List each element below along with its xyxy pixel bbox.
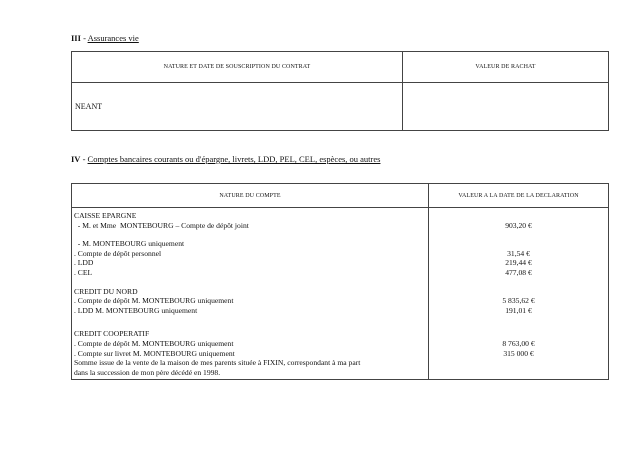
contract-nature-header: NATURE ET DATE DE SOUSCRIPTION DU CONTRAT [72, 52, 403, 83]
value-item: 903,20 € [505, 220, 532, 230]
value-item: 477,08 € [505, 267, 532, 277]
section-4-number: IV [71, 154, 81, 164]
value-item: 191,01 € [505, 305, 532, 315]
account-values-cell [429, 208, 609, 380]
value-item: 31,54 € [507, 248, 530, 258]
table-header-row [72, 52, 609, 83]
surrender-value-header: VALEUR DE RACHAT [403, 52, 609, 83]
value-item: 8 763,00 € [502, 338, 535, 348]
list-item: . LDD M. MONTEBOURG uniquement [74, 305, 198, 315]
neant-cell: NEANT [72, 83, 403, 131]
table-header-row [72, 184, 609, 208]
table-row [72, 83, 609, 131]
table-row [72, 208, 609, 380]
credit-du-nord-heading: CREDIT DU NORD [74, 286, 138, 296]
list-item: . Compte sur livret M. MONTEBOURG uniquement [74, 348, 235, 358]
section-3-separator: - [80, 33, 88, 43]
value-item: 315 000 € [503, 348, 534, 358]
value-item: 219,44 € [505, 258, 532, 268]
section-4-title [71, 154, 380, 164]
list-item: . Compte de dépôt M. MONTEBOURG uniquement [74, 296, 234, 306]
account-nature-header: NATURE DU COMPTE [72, 184, 429, 208]
life-insurance-table [71, 51, 609, 131]
list-item: . CEL [74, 267, 93, 277]
section-3-heading: Assurances vie [87, 33, 139, 43]
section-3-number: III [71, 33, 81, 43]
section-3-title [71, 33, 139, 43]
empty-value-cell [403, 83, 609, 131]
section-4-separator: - [80, 154, 88, 164]
caisse-epargne-heading: CAISSE EPARGNE [74, 211, 137, 220]
credit-cooperatif-heading: CREDIT COOPERATIF [74, 329, 150, 339]
bank-accounts-table [71, 183, 609, 380]
note-line: dans la succession de mon père décédé en 1998. [74, 367, 221, 377]
account-names-cell [72, 208, 429, 380]
section-4-heading: Comptes bancaires courants ou d'épargne, livrets, LDD, PEL, CEL, espèces, ou autres [87, 154, 381, 164]
declaration-value-header: VALEUR A LA DATE DE LA DECLARATION [429, 184, 609, 208]
value-item: 5 835,62 € [502, 296, 535, 306]
list-item: - M. et Mme MONTEBOURG – Compte de dépôt joint [74, 220, 249, 230]
list-item: . Compte de dépôt personnel [74, 248, 162, 258]
list-item: . LDD [74, 258, 94, 268]
list-item: . Compte de dépôt M. MONTEBOURG uniquement [74, 338, 234, 348]
list-item: - M. MONTEBOURG uniquement [74, 239, 185, 249]
note-line: Somme issue de la vente de la maison de mes parents située à FIXIN, correspondant à ma part [74, 358, 361, 368]
